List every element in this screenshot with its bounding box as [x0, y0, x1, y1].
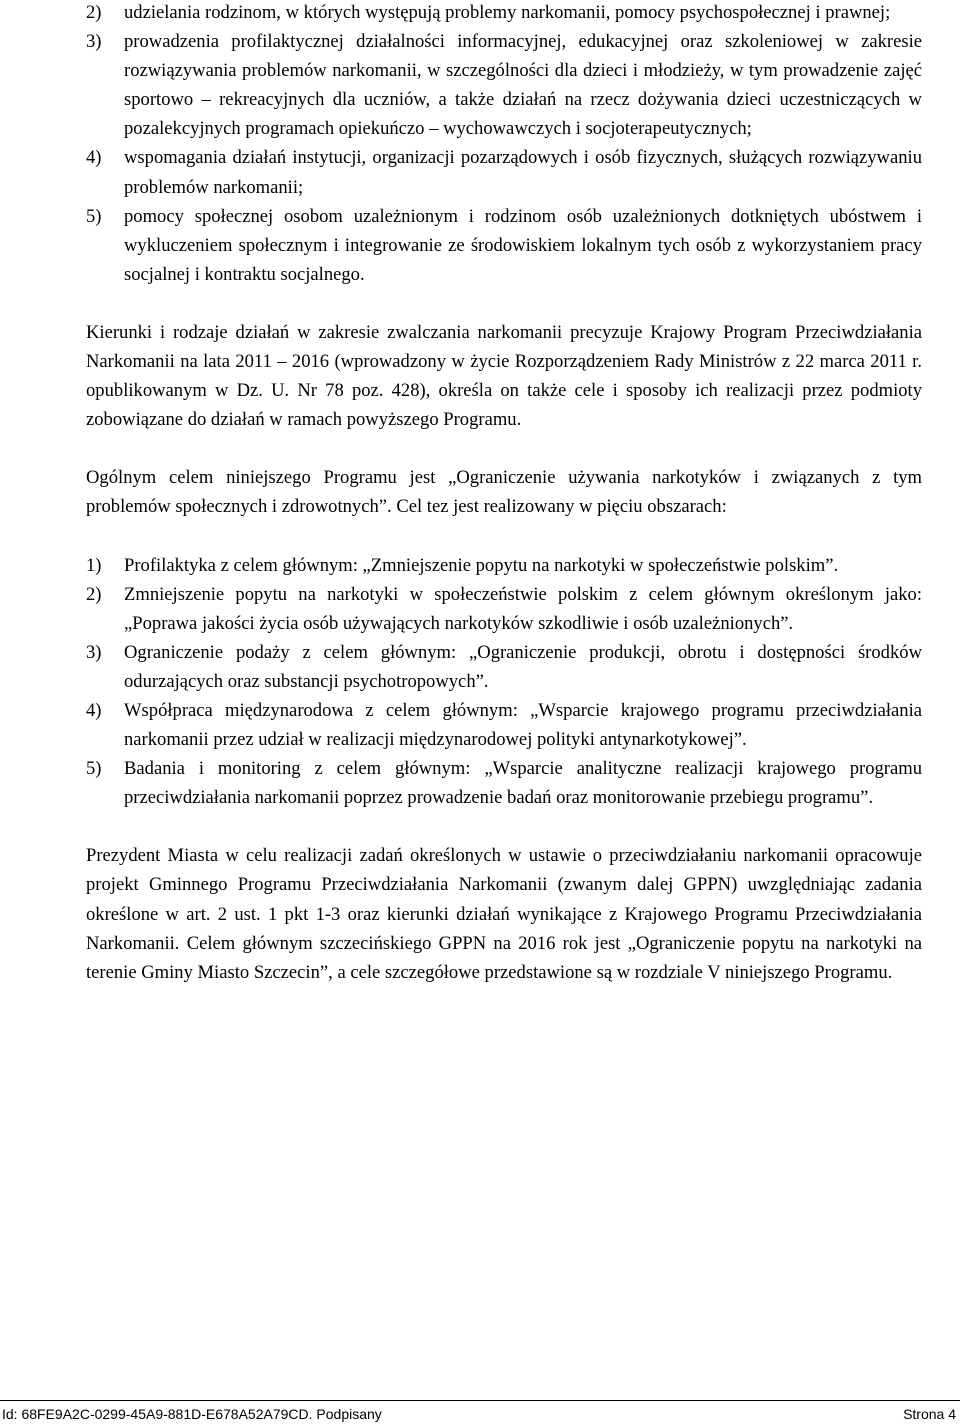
list-item-number: 4): [86, 147, 102, 169]
list-item-number: 5): [86, 758, 102, 780]
spacer: [86, 289, 922, 318]
page-number: Strona 4: [903, 1406, 956, 1422]
list-item: [86, 202, 922, 289]
list-item-number: 1): [86, 554, 102, 576]
spacer: [86, 812, 922, 841]
page-footer: [0, 1400, 960, 1425]
tasks-list: [86, 0, 922, 289]
list-item-text: Zmniejszenie popytu na narkotyki w społeczeństwie polskim z celem głównym określonym jako: „Poprawa jakości życia osób używających narkotyków szkodliwie i osób uzależnionych”.: [124, 583, 922, 634]
list-item: [86, 580, 922, 638]
list-item-text: pomocy społecznej osobom uzależnionym i rodzinom osób uzależnionych dotkniętych ubóstwem i wykluczeniem społecznym i integrowanie ze środowiskiem lokalnym tych osób z wykorzystaniem pracy socjalnej i kontraktu socjalnego.: [124, 205, 922, 285]
list-item-text: udzielania rodzinom, w których występują problemy narkomanii, pomocy psychospołecznej i prawnej;: [124, 2, 891, 23]
list-item-text: Badania i monitoring z celem głównym: „Wsparcie analityczne realizacji krajowego programu przeciwdziałania narkomanii poprzez prowadzenie badań oraz monitorowanie przebiegu programu”.: [124, 758, 922, 809]
list-item-text: prowadzenia profilaktycznej działalności informacyjnej, edukacyjnej oraz szkoleniowej w zakresie rozwiązywania problemów narkomanii, w szczególności dla dzieci i młodzieży, w tym prowadzenie zajęć sportowo – rekreacyjnych dla uczniów, a także działań na rzecz dożywania dzieci uczestniczących w pozalekcyjnych programach opiekuńczo – wychowawczych i socjoterapeutycznych;: [124, 31, 922, 140]
list-item: [86, 696, 922, 754]
paragraph-program-directions: Kierunki i rodzaje działań w zakresie zwalczania narkomanii precyzuje Krajowy Program Przeciwdziałania Narkomanii na lata 2011 – 2016 (wprowadzony w życie Rozporządzeniem Rady Ministrów z 22 marca 2011 r. opublikowanym w Dz. U. Nr 78 poz. 428), określa on także cele i sposoby ich realizacji przez podmioty zobowiązane do działań w ramach powyższego Programu.: [86, 321, 922, 431]
document-id-signature: Id: 68FE9A2C-0299-45A9-881D-E678A52A79CD. Podpisany: [2, 1406, 382, 1422]
list-item: [86, 143, 922, 201]
spacer: [86, 522, 922, 551]
list-item: [86, 638, 922, 696]
list-item-number: 3): [86, 641, 102, 663]
list-item-text: wspomagania działań instytucji, organizacji pozarządowych i osób fizycznych, służących rozwiązywaniu problemów narkomanii;: [124, 147, 922, 198]
paragraph-mayor-program: Prezydent Miasta w celu realizacji zadań określonych w ustawie o przeciwdziałaniu narkomanii opracowuje projekt Gminnego Programu Przeciwdziałania Narkomanii (zwanym dalej GPPN) uwzględniając zadania określone w art. 2 ust. 1 pkt 1-3 oraz kierunki działań wynikające z Krajowego Programu Przeciwdziałania Narkomanii. Celem głównym szczecińskiego GPPN na 2016 rok jest „Ograniczenie popytu na narkotyki na terenie Gminy Miasto Szczecin”, a cele szczegółowe przedstawione są w rozdziale V niniejszego Programu.: [86, 845, 922, 983]
spacer: [86, 434, 922, 463]
list-item-text: Profilaktyka z celem głównym: „Zmniejszenie popytu na narkotyki w społeczeństwie polskim”.: [124, 554, 839, 576]
list-item-number: 5): [86, 205, 102, 227]
list-item-number: 4): [86, 699, 102, 721]
list-item-number: 2): [86, 583, 102, 605]
list-item-text: Współpraca międzynarodowa z celem głównym: „Wsparcie krajowego programu przeciwdziałania narkomanii przez udział w realizacji międzynarodowej polityki antynarkotykowej”.: [124, 699, 922, 751]
document-page: [86, 0, 922, 987]
areas-list: [86, 551, 922, 813]
list-item-number: 2): [86, 2, 102, 23]
list-item: [86, 551, 922, 580]
list-item: [86, 27, 922, 143]
list-item-number: 3): [86, 31, 102, 53]
list-item: [86, 0, 922, 27]
list-item-text: Ograniczenie podaży z celem głównym: „Ograniczenie produkcji, obrotu i dostępności środków odurzających oraz substancji psychotropowych”.: [124, 641, 922, 692]
paragraph-general-goal: Ogólnym celem niniejszego Programu jest „Ograniczenie używania narkotyków i związanych z tym problemów społecznych i zdrowotnych”. Cel tez jest realizowany w pięciu obszarach:: [86, 467, 922, 518]
list-item: [86, 754, 922, 812]
